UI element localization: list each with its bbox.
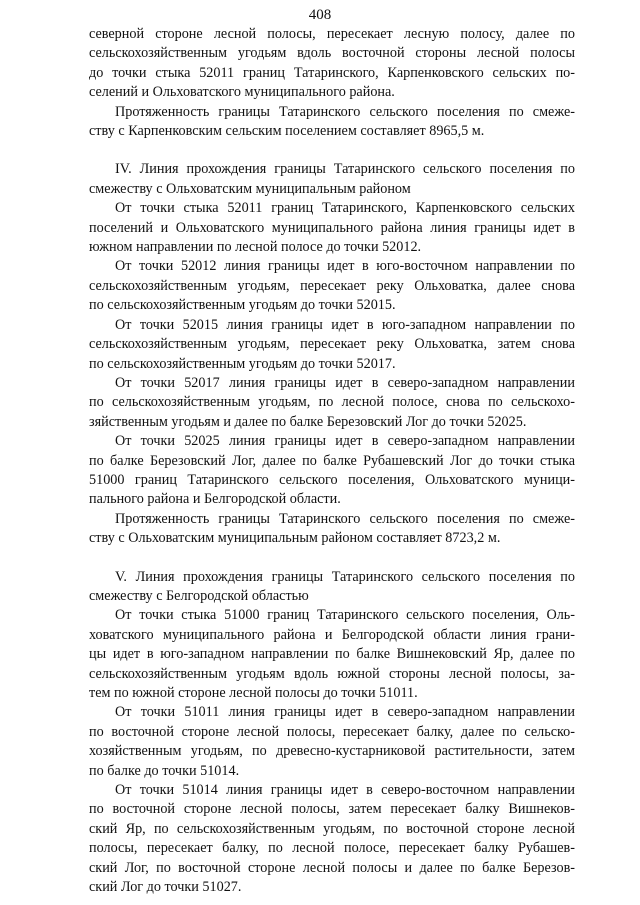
text-line: сельскохозяйственным угодьям, пересекает реку Ольховатка, затем снова: [89, 336, 575, 353]
page-number: 408: [308, 7, 332, 23]
text-line: пального района и Белгородской области.: [89, 491, 341, 508]
text-line: по восточной стороне лесной полосы, пересекает балку, далее по сельско-: [89, 723, 575, 740]
text-line: поселений и Ольховатского муниципального района линия границы идет в: [89, 219, 575, 236]
text-line: до точки стыка 52011 границ Татаринского, Карпенковского сельских по-: [89, 64, 575, 81]
text-line: по балке Березовский Лог, далее по балке Рубашевский Лог до точки стыка: [89, 452, 575, 469]
text-line: смежеству с Белгородской областью: [89, 587, 309, 604]
text-line: хозяйственным угодьям, по древесно-кустарниковой растительности, затем: [89, 743, 575, 760]
section-spacer: [89, 141, 575, 160]
text-line: От точки 51014 линия границы идет в северо-восточном направлении: [115, 782, 575, 799]
text-line: по восточной стороне лесной полосы, затем пересекает балку Вишнеков-: [89, 801, 575, 818]
text-line: селений и Ольховатского муниципального района.: [89, 84, 395, 101]
text-line: От точки 52015 линия границы идет в юго-западном направлении по: [115, 316, 575, 333]
document-body: [89, 25, 575, 897]
text-line: От точки 52012 линия границы идет в юго-восточном направлении по: [115, 258, 575, 275]
text-line: по сельскохозяйственным угодьям до точки 52017.: [89, 355, 396, 372]
text-line: полосы, пересекает балку, по лесной полосе, пересекает балку Рубашев-: [89, 840, 575, 857]
text-line: ству с Ольховатским муниципальным районом составляет 8723,2 м.: [89, 530, 501, 547]
text-line: ский Лог до точки 51027.: [89, 879, 242, 896]
section-spacer: [89, 549, 575, 568]
text-line: южном направлении по лесной полосе до точки 52012.: [89, 239, 422, 256]
text-line: по сельскохозяйственным угодьям, по лесной полосе, снова по сельскохо-: [89, 394, 575, 411]
text-line: смежеству с Ольховатским муниципальным районом: [89, 180, 411, 197]
text-line: северной стороне лесной полосы, пересекает лесную полосу, далее по: [89, 26, 575, 42]
text-line: Протяженность границы Татаринского сельского поселения по смеже-: [115, 510, 575, 527]
text-line: 51000 границ Татаринского сельского поселения, Ольховатского муници-: [89, 471, 575, 488]
text-line: сельскохозяйственным угодьям, пересекает реку Ольховатка, далее снова: [89, 277, 575, 294]
text-line: сельскохозяйственным угодьям вдоль восточной стороны лесной полосы: [89, 45, 575, 62]
text-line: зяйственным угодьям и далее по балке Березовский Лог до точки 52025.: [89, 413, 527, 430]
text-line: ховатского муниципального района и Белгородской области линия грани-: [89, 626, 575, 643]
text-line: ский Яр, по сельскохозяйственным угодьям, по восточной стороне лесной: [89, 820, 575, 837]
text-line: От точки 52017 линия границы идет в северо-западном направлении: [115, 374, 575, 391]
text-line: От точки 51011 линия границы идет в северо-западном направлении: [115, 704, 575, 721]
text-line: цы идет в юго-западном направлении по балке Вишнековский Яр, далее по: [89, 646, 575, 663]
text-line: IV. Линия прохождения границы Татаринского сельского поселения по: [115, 161, 575, 178]
text-line: Протяженность границы Татаринского сельского поселения по смеже-: [115, 103, 575, 120]
text-line: ский Лог, по восточной стороне лесной полосы и далее по балке Березов-: [89, 859, 575, 876]
text-line: сельскохозяйственным угодьям вдоль южной стороны лесной полосы, за-: [89, 665, 575, 682]
text-line: От точки 52025 линия границы идет в северо-западном направлении: [115, 433, 575, 450]
text-line: ству с Карпенковским сельским поселением составляет 8965,5 м.: [89, 123, 485, 140]
text-line: От точки стыка 52011 границ Татаринского, Карпенковского сельских: [115, 200, 575, 217]
text-line: От точки стыка 51000 границ Татаринского сельского поселения, Оль-: [115, 607, 575, 624]
text-line: по сельскохозяйственным угодьям до точки 52015.: [89, 297, 396, 314]
text-line: тем по южной стороне лесной полосы до точки 51011.: [89, 685, 418, 701]
text-line: по балке до точки 51014.: [89, 762, 240, 779]
text-line: V. Линия прохождения границы Татаринского сельского поселения по: [115, 568, 575, 585]
